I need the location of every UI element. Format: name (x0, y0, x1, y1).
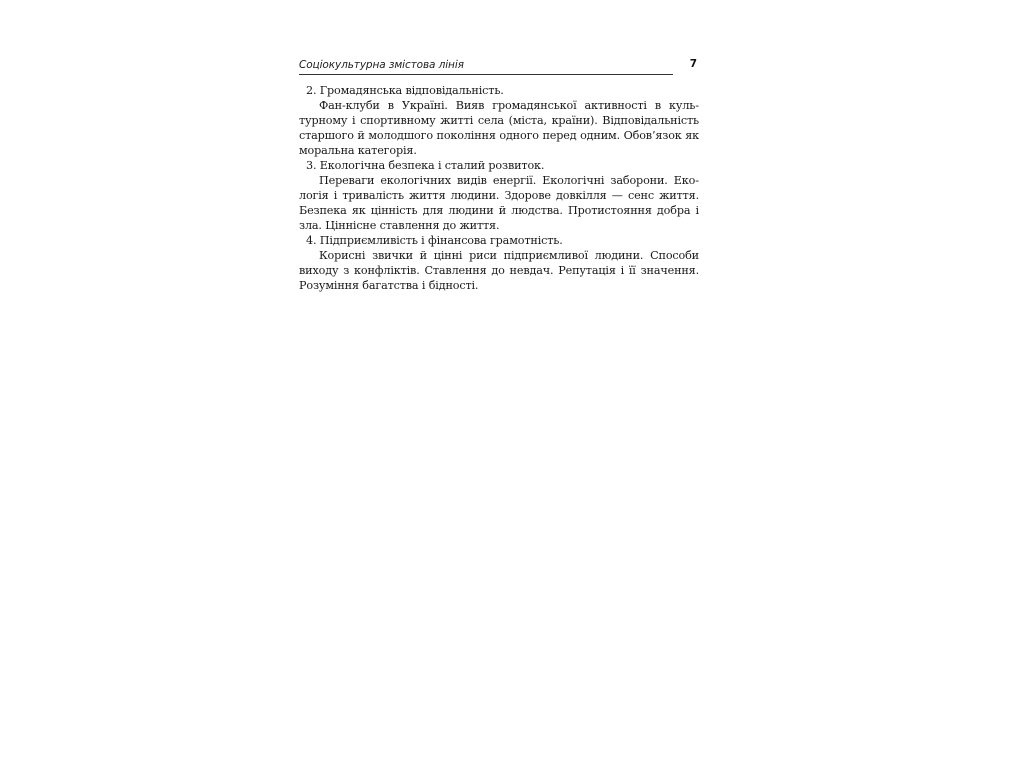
body-text (299, 83, 699, 293)
header-rule (299, 74, 673, 75)
running-header (299, 56, 699, 76)
section-heading: 4. Підприємливість і фінансова грамотність. (306, 234, 563, 247)
section-paragraph: Корисні звички й цінні риси підприємливої людини. Способи виходу з конфліктів. Ставлення до невдач. Репутація і її значення. Розуміння багатства і бідності. (299, 249, 699, 292)
document-page (299, 56, 699, 293)
section-paragraph: Фан-клуби в Україні. Вияв громадянської активності в культурному і спортивному житті села (міста, країни). Відповідальність старшого й молодшого покоління одного перед одним. Обов’язок як моральна категорія. (299, 99, 699, 157)
page-number: 7 (689, 58, 697, 70)
running-title: Соціокультурна змістова лінія (299, 59, 464, 71)
section-heading: 2. Громадянська відповідальність. (306, 84, 504, 97)
section-heading: 3. Екологічна безпека і сталий розвиток. (306, 159, 545, 172)
section-paragraph: Переваги екологічних видів енергії. Екологічні заборони. Екологія і тривалість життя людини. Здорове довкілля — сенс життя. Безпека як цінність для людини й людства. Протистояння добра і зла. Ціннісне ставлення до життя. (299, 174, 699, 232)
